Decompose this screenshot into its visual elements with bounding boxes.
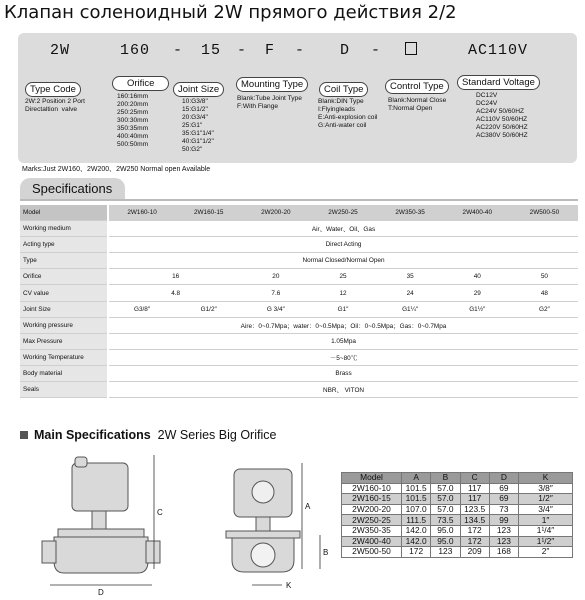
dim-value-cell: 101.5 [402,494,431,505]
dim-row [342,494,573,505]
specifications-heading: Specifications [20,178,125,199]
dim-value-cell: 95.0 [431,536,460,547]
dim-value-cell: 1¹/2″ [519,536,573,547]
dim-value-cell: 101.5 [402,483,431,494]
spec-cell: Normal Closed/Normal Open [108,253,578,269]
dim-header-cell: K [519,473,573,484]
spec-row [20,365,578,381]
dim-model-cell: 2W350-35 [342,525,402,536]
dim-value-cell: 209 [460,547,489,558]
front-right-port [146,541,160,563]
dim-model-cell: 2W500-50 [342,547,402,558]
spec-row [20,269,578,285]
spec-cell: Air、Water、Oil、Gas [108,221,578,237]
main-specifications-heading [20,428,276,442]
code-part-mounting: F [265,42,276,59]
spec-cell: G3/8″ [108,301,175,317]
code-part-type: 2W [50,42,71,59]
dim-header-cell: Model [342,473,402,484]
dim-value-cell: 123 [489,536,518,547]
dim-label-k: K [286,581,292,590]
spec-header-cell: 2W160-15 [175,205,242,221]
tag-type-code: Type Code [25,82,81,97]
spec-header-cell: 2W250-25 [309,205,376,221]
code-sep-3: - [295,42,306,59]
dim-value-cell: 73 [489,504,518,515]
spec-cell: 1.05Mpa [108,333,578,349]
dim-header-cell: B [431,473,460,484]
front-coil-knob [75,457,87,467]
tag-coil-type: Coil Type [319,82,368,97]
dim-value-cell: 168 [489,547,518,558]
marks-note: Marks:Just 2W160、2W200、2W250 Normal open Available [22,166,211,173]
spec-cell: 12 [309,285,376,301]
spec-cell: Direct Acting [108,237,578,253]
spec-cell: Aire：0~0.7Mpa；water：0~0.5Mpa；Oil：0~0.5Mpa；Gas：0~0.7Mpa [108,317,578,333]
spec-cell: G1/2″ [175,301,242,317]
dim-row [342,525,573,536]
dim-row [342,483,573,494]
spec-cell: G1½″ [444,301,511,317]
spec-row [20,349,578,365]
dim-model-cell: 2W160-15 [342,494,402,505]
spec-header-cell: 2W500-50 [511,205,578,221]
spec-cell: 4.8 [108,285,242,301]
front-flange [58,529,144,537]
side-coil-nut [252,481,274,503]
desc-mounting-type: Blank:Tube Joint Type F:With Flange [237,95,302,110]
side-stem [256,517,270,531]
spec-cell: 35 [377,269,444,285]
dim-value-cell: 142.0 [402,525,431,536]
dim-value-cell: 57.0 [431,483,460,494]
spec-cell: 25 [309,269,376,285]
code-part-joint: 15 [201,42,222,59]
code-part-orifice: 160 [120,42,151,59]
specifications-table [20,205,578,398]
spec-cell: 20 [242,269,309,285]
dim-value-cell: 57.0 [431,494,460,505]
spec-cell: 29 [444,285,511,301]
dim-header-cell: A [402,473,431,484]
spec-row [20,317,578,333]
dim-value-cell: 111.5 [402,515,431,526]
dim-value-cell: 95.0 [431,525,460,536]
front-coil [72,463,128,511]
spec-row-label: Body material [20,365,108,381]
spec-cell: 24 [377,285,444,301]
dim-value-cell: 172 [402,547,431,558]
desc-orifice: 160:16mm 200:20mm 250:25mm 300:30mm 350:35mm 400:40mm 500:50mm [117,93,149,148]
spec-cell: G1¼″ [377,301,444,317]
spec-row [20,333,578,349]
front-stem [92,511,106,529]
code-part-coil: D [340,42,351,59]
spec-row-label: Working Temperature [20,349,108,365]
spec-cell: G2″ [511,301,578,317]
dim-value-cell: 1¹/4″ [519,525,573,536]
front-left-port [42,541,56,563]
tag-orifice: Orifice [112,76,169,91]
dim-label-c: C [157,508,163,517]
dim-model-cell: 2W200-20 [342,504,402,515]
spec-cell: G 3/4″ [242,301,309,317]
page-title: Клапан соленоидный 2W прямого действия 2/2 [4,2,457,23]
spec-row [20,382,578,398]
dim-value-cell: 172 [460,525,489,536]
dim-row [342,547,573,558]
spec-row-label: Working medium [20,221,108,237]
spec-header-model: Model [20,205,108,221]
tag-joint-size: Joint Size [173,82,224,97]
spec-row-label: Type [20,253,108,269]
specifications-divider [20,199,578,201]
spec-cell: G1″ [309,301,376,317]
spec-cell: 50 [511,269,578,285]
spec-row [20,221,578,237]
spec-header-cell: 2W160-10 [108,205,175,221]
spec-cell: 7.6 [242,285,309,301]
desc-standard-voltage: DC12V DC24V AC24V 50/60HZ AC110V 50/60HZ AC220V 50/60HZ AC380V 50/60HZ [476,92,528,139]
dim-value-cell: 2″ [519,547,573,558]
dim-value-cell: 73.5 [431,515,460,526]
dim-row [342,515,573,526]
dim-row [342,504,573,515]
dim-label-d: D [98,588,104,597]
dim-value-cell: 3/4″ [519,504,573,515]
spec-cell: 48 [511,285,578,301]
main-heading-bold: Main Specifications [34,428,151,442]
desc-type-code: 2W:2 Position 2 Port Directaltion valve [25,98,85,113]
code-part-voltage: AC110V [468,42,529,59]
side-port [251,543,275,567]
dim-row [342,536,573,547]
dim-header-row [342,473,573,484]
dim-label-a: A [305,502,311,511]
dim-value-cell: 1″ [519,515,573,526]
spec-row-label: Working pressure [20,317,108,333]
desc-coil-type: Blank:DIN Type I:Flyingleads E:Anti-explosion coil G:Anti-water coil [318,98,378,129]
dim-header-cell: D [489,473,518,484]
main-specifications-table [341,472,573,558]
spec-row [20,301,578,317]
desc-joint-size: 10:G3/8" 15:G1/2" 20:G3/4" 25:G1" 35:G1"1/4" 40:G1"1/2" 50:G2" [182,98,214,153]
spec-cell: 16 [108,269,242,285]
dim-value-cell: 172 [460,536,489,547]
dim-value-cell: 1/2″ [519,494,573,505]
spec-row-label: Max Pressure [20,333,108,349]
spec-header-cell: 2W400-40 [444,205,511,221]
dim-value-cell: 107.0 [402,504,431,515]
side-flange [226,531,300,538]
code-sep-4: - [371,42,382,59]
spec-row-label: CV value [20,285,108,301]
spec-header-row [20,205,578,221]
spec-cell: 40 [444,269,511,285]
dim-value-cell: 69 [489,483,518,494]
spec-cell: Brass [108,365,578,381]
spec-row [20,237,578,253]
dim-model-cell: 2W400-40 [342,536,402,547]
spec-row [20,253,578,269]
control-type-box [405,42,417,55]
code-sep-1: - [173,42,184,59]
dim-header-cell: C [460,473,489,484]
model-code-line [50,42,70,59]
tag-control-type: Control Type [385,79,449,94]
dim-value-cell: 117 [460,483,489,494]
tag-mounting-type: Mounting Type [236,77,308,92]
front-body [54,537,148,573]
spec-row-label: Orifice [20,269,108,285]
spec-row-label: Joint Size [20,301,108,317]
main-heading-rest: 2W Series Big Orifice [157,428,277,442]
dim-label-b: B [323,548,329,557]
dim-value-cell: 123 [431,547,460,558]
dim-value-cell: 99 [489,515,518,526]
bullet-square-icon [20,431,28,439]
spec-header-cell: 2W200-20 [242,205,309,221]
code-sep-2: - [237,42,248,59]
dim-value-cell: 117 [460,494,489,505]
desc-control-type: Blank:Normal Close T:Normal Open [388,97,447,112]
spec-cell: NBR、 VITON [108,382,578,398]
spec-cell: －5~80℃ [108,349,578,365]
dim-value-cell: 69 [489,494,518,505]
dim-model-cell: 2W250-25 [342,515,402,526]
tag-standard-voltage: Standard Voltage [457,75,540,90]
dim-model-cell: 2W160-10 [342,483,402,494]
spec-row-label: Acting type [20,237,108,253]
valve-drawing [20,445,335,600]
dim-value-cell: 142.0 [402,536,431,547]
dim-value-cell: 134.5 [460,515,489,526]
spec-row [20,285,578,301]
dim-value-cell: 57.0 [431,504,460,515]
dim-value-cell: 123.5 [460,504,489,515]
dim-value-cell: 123 [489,525,518,536]
spec-header-cell: 2W350-35 [377,205,444,221]
spec-row-label: Seals [20,382,108,398]
dim-value-cell: 3/8″ [519,483,573,494]
